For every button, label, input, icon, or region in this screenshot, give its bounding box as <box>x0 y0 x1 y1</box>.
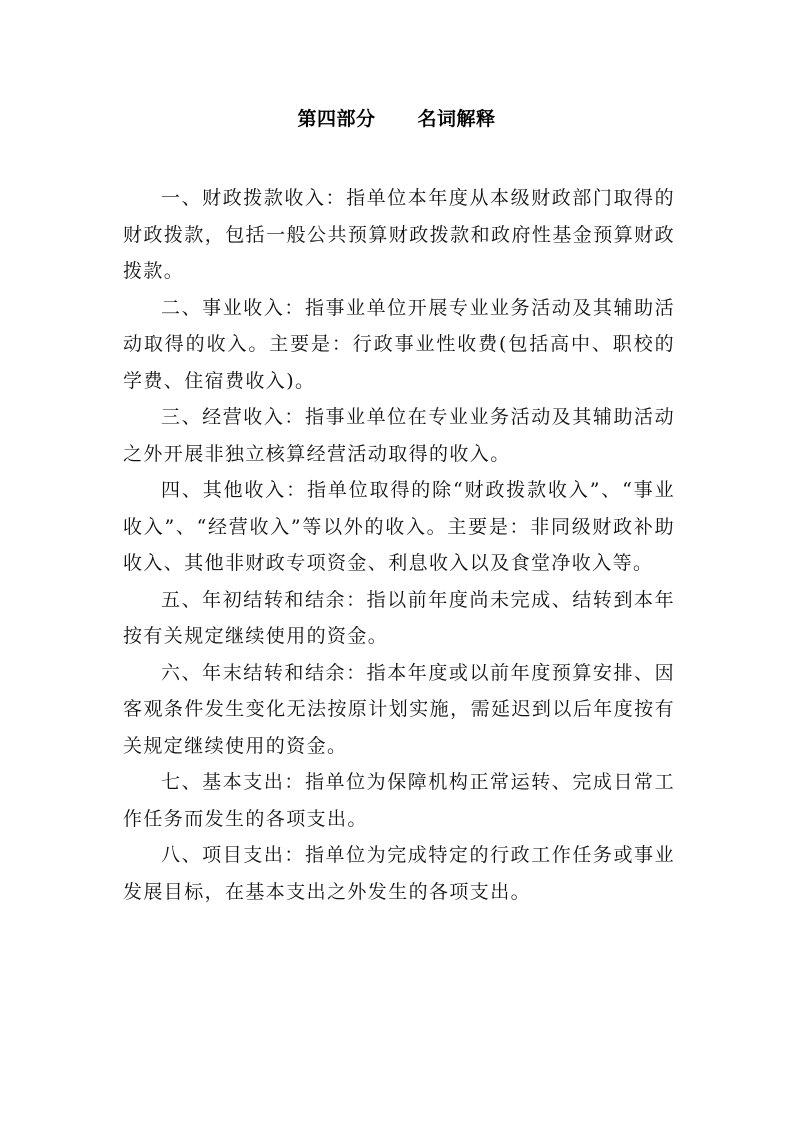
paragraph-fiscal-revenue: 一、财政拨款收入：指单位本年度从本级财政部门取得的财政拨款，包括一般公共预算财政拨款和政府性基金预算财政拨款。 <box>123 187 675 282</box>
title-part: 第四部分 <box>297 108 376 130</box>
paragraph-business-revenue: 二、事业收入：指事业单位开展专业业务活动及其辅助活动取得的收入。主要是：行政事业性收费(包括高中、职校的学费、住宿费收入)。 <box>123 296 675 392</box>
document-body <box>123 180 675 910</box>
paragraph-closing-balance: 六、年末结转和结余：指本年度或以前年度预算安排、因客观条件发生变化无法按原计划实施，需延迟到以后年度按有关规定继续使用的资金。 <box>123 661 675 757</box>
title-name: 名词解释 <box>417 108 496 130</box>
paragraph-basic-expenditure: 七、基本支出：指单位为保障机构正常运转、完成日常工作任务而发生的各项支出。 <box>123 771 675 830</box>
page-title <box>0 104 793 131</box>
paragraph-opening-balance: 五、年初结转和结余：指以前年度尚未完成、结转到本年按有关规定继续使用的资金。 <box>123 588 675 647</box>
paragraph-operating-revenue: 三、经营收入：指事业单位在专业业务活动及其辅助活动之外开展非独立核算经营活动取得的收入。 <box>123 406 675 465</box>
paragraph-project-expenditure: 八、项目支出：指单位为完成特定的行政工作任务或事业发展目标，在基本支出之外发生的各项支出。 <box>123 844 675 903</box>
paragraph-other-revenue: 四、其他收入：指单位取得的除“财政拨款收入”、“事业收入”、“经营收入”等以外的收入。主要是：非同级财政补助收入、其他非财政专项资金、利息收入以及食堂净收入等。 <box>123 479 675 574</box>
